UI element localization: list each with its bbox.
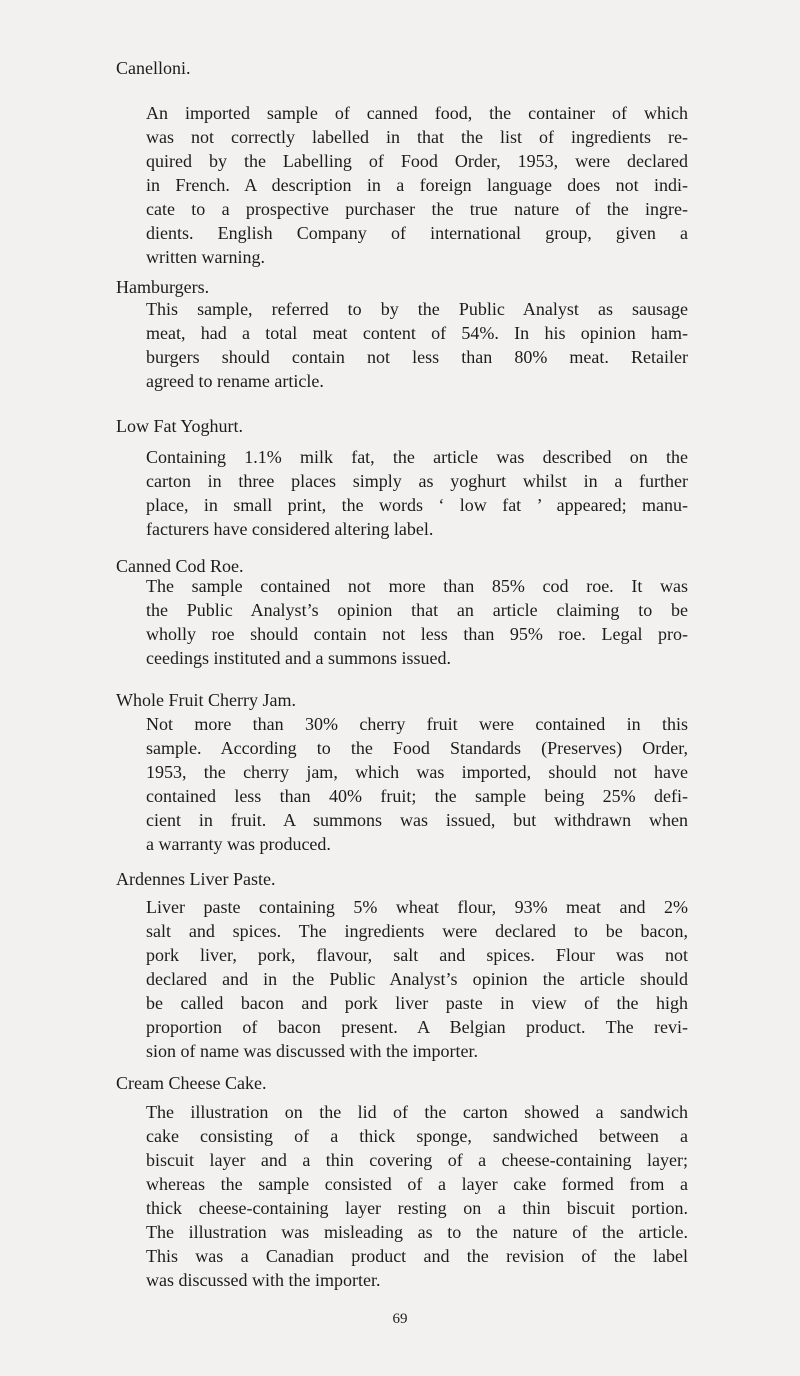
text-line: whereas the sample consisted of a layer cake formed from a [146,1174,688,1194]
text-line: ceedings instituted and a summons issued. [146,648,451,668]
text-line: in French. A description in a foreign language does not indi- [146,175,688,195]
section-body [146,297,688,393]
text-line: was not correctly labelled in that the list of ingredients re- [146,127,688,147]
text-line: written warning. [146,247,265,267]
text-line: sample. According to the Food Standards (Preserves) Order, [146,738,688,758]
text-line: sion of name was discussed with the importer. [146,1041,478,1061]
text-line: wholly roe should contain not less than 95% roe. Legal pro- [146,624,688,644]
text-line: dients. English Company of international group, given a [146,223,688,243]
text-line: was discussed with the importer. [146,1270,381,1290]
text-line: place, in small print, the words ‘ low fat ’ appeared; manu- [146,495,688,515]
text-line: a warranty was produced. [146,834,331,854]
section-heading: Canelloni. [116,58,191,78]
text-line: contained less than 40% fruit; the sample being 25% defi- [146,786,688,806]
text-line: agreed to rename article. [146,371,324,391]
text-line: This was a Canadian product and the revision of the label [146,1246,688,1266]
text-line: Liver paste containing 5% wheat flour, 93% meat and 2% [146,897,688,917]
section-heading: Canned Cod Roe. [116,556,244,576]
section-heading: Hamburgers. [116,277,210,297]
text-line: the Public Analyst’s opinion that an article claiming to be [146,600,688,620]
text-line: be called bacon and pork liver paste in view of the high [146,993,688,1013]
text-line: 1953, the cherry jam, which was imported, should not have [146,762,688,782]
page-number: 69 [392,1311,408,1327]
section-heading: Cream Cheese Cake. [116,1073,267,1093]
text-line: meat, had a total meat content of 54%. In his opinion ham- [146,323,688,343]
text-line: quired by the Labelling of Food Order, 1953, were declared [146,151,688,171]
text-line: thick cheese-containing layer resting on a thin biscuit portion. [146,1198,688,1218]
text-line: Containing 1.1% milk fat, the article was described on the [146,447,688,467]
section-body [146,574,688,670]
section-body [146,1100,688,1292]
section-body [146,895,688,1063]
text-line: burgers should contain not less than 80% meat. Retailer [146,347,688,367]
text-line: The illustration was misleading as to the nature of the article. [146,1222,688,1242]
text-line: Not more than 30% cherry fruit were contained in this [146,714,688,734]
text-line: cake consisting of a thick sponge, sandwiched between a [146,1126,688,1146]
text-line: cient in fruit. A summons was issued, but withdrawn when [146,810,688,830]
text-line: carton in three places simply as yoghurt whilst in a further [146,471,688,491]
text-line: This sample, referred to by the Public Analyst as sausage [146,299,688,319]
text-line: biscuit layer and a thin covering of a cheese-containing layer; [146,1150,688,1170]
section-body [146,712,688,856]
section-heading: Whole Fruit Cherry Jam. [116,690,296,710]
text-line: The sample contained not more than 85% cod roe. It was [146,576,688,596]
section-body [146,445,688,541]
section-body [146,101,688,269]
text-line: An imported sample of canned food, the container of which [146,103,688,123]
text-line: pork liver, pork, flavour, salt and spices. Flour was not [146,945,688,965]
text-line: facturers have considered altering label. [146,519,434,539]
text-line: cate to a prospective purchaser the true nature of the ingre- [146,199,688,219]
text-line: salt and spices. The ingredients were declared to be bacon, [146,921,688,941]
text-line: proportion of bacon present. A Belgian product. The revi- [146,1017,688,1037]
text-line: The illustration on the lid of the carton showed a sandwich [146,1102,688,1122]
section-heading: Low Fat Yoghurt. [116,416,244,436]
section-heading: Ardennes Liver Paste. [116,869,276,889]
text-line: declared and in the Public Analyst’s opinion the article should [146,969,688,989]
